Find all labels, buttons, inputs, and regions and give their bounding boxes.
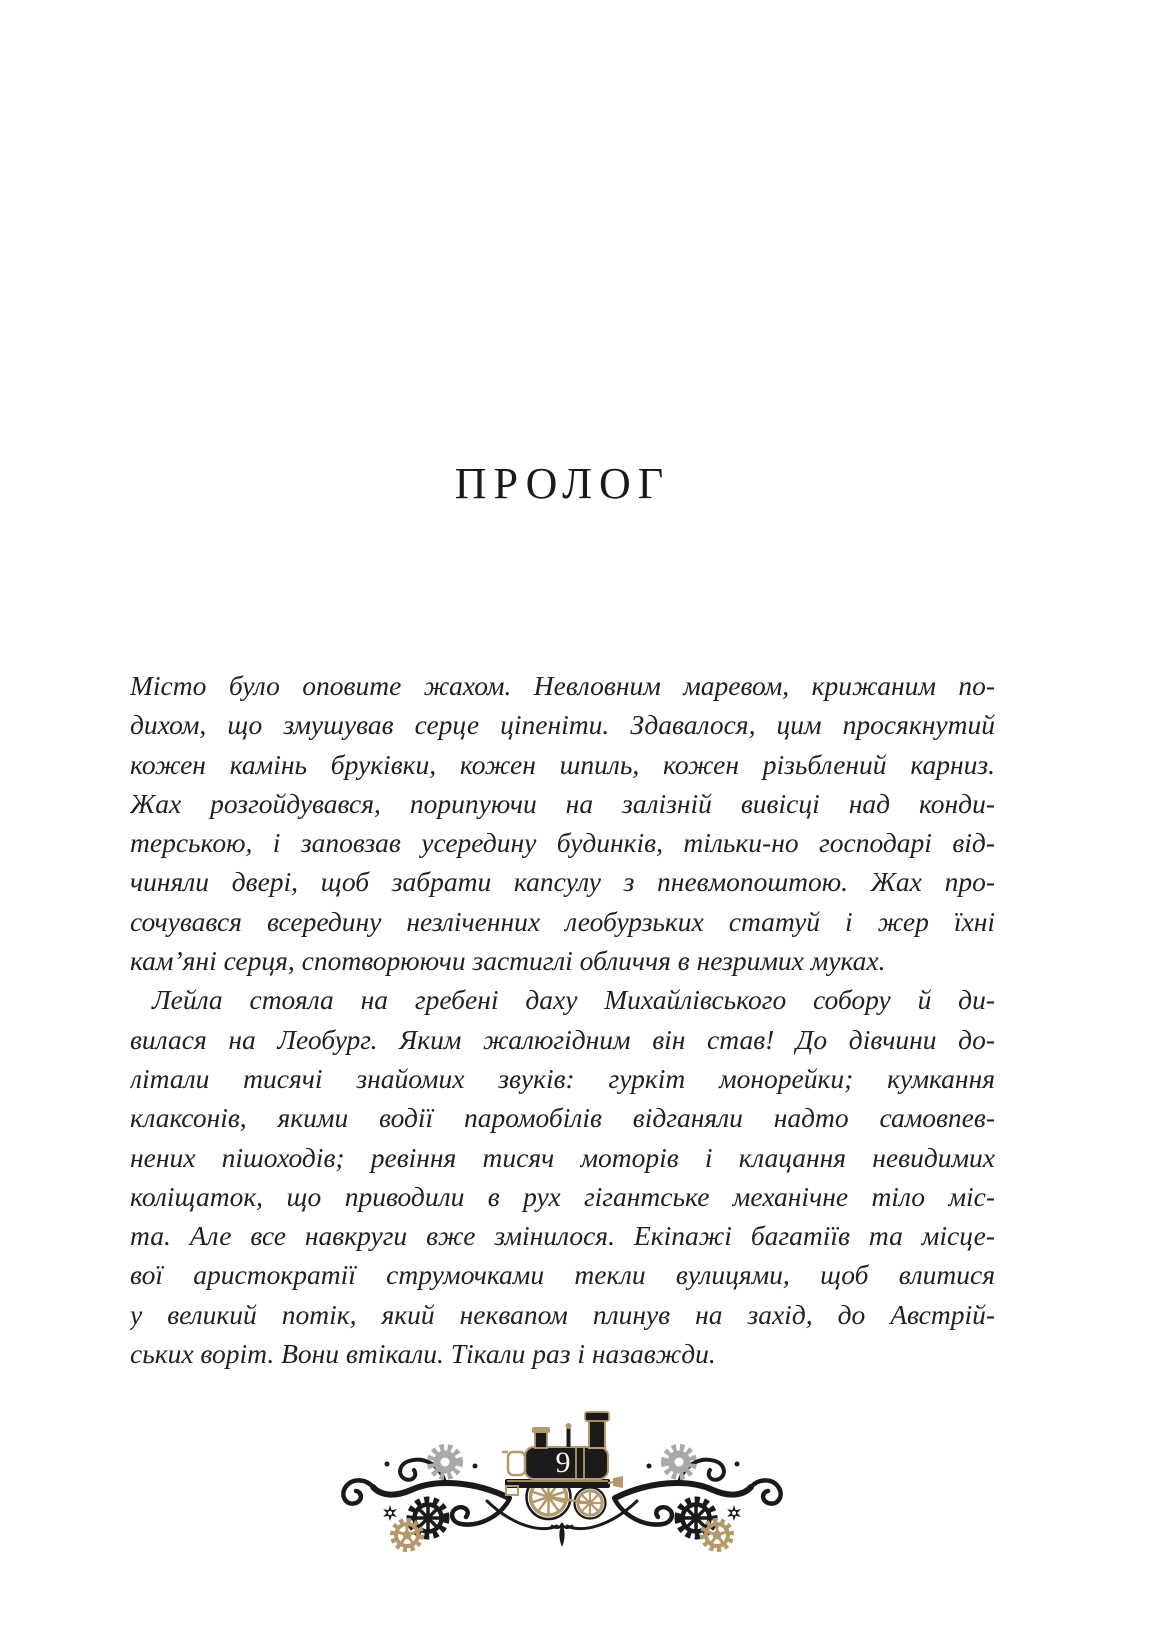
text-line: кожен камінь бруківки, кожен шпиль, кожен різьблений карниз. — [130, 748, 995, 780]
pendant-curl — [552, 1524, 572, 1547]
text-line: Місто було оповите жахом. Невловним маревом, крижаним по- — [130, 670, 995, 701]
text-line: чиняли двері, щоб забрати капсулу з пневмопоштою. Жах про- — [130, 866, 995, 898]
text-line: кам’яні серця, спотворюючи застиглі обличчя в незримих муках. — [130, 945, 886, 977]
text-line: терською, і заповзав усередину будинків, тільки-но господарі від- — [130, 827, 995, 859]
star-icon — [383, 1505, 397, 1521]
text-line: сочувався всередину незліченних леобурзьких статуй і жер їхні — [130, 905, 995, 937]
text-line: коліщаток, що приводили в рух гігантське механічне тіло міс- — [130, 1180, 995, 1212]
text-line: ських воріт. Вони втікали. Тікали раз і назавжди. — [130, 1338, 716, 1370]
footer-ornament-svg — [327, 1400, 797, 1565]
page-number: 9 — [555, 1446, 571, 1479]
text-line: літали тисячі знайомих звуків: гуркіт монорейки; кумкання — [130, 1062, 995, 1094]
star-icon — [727, 1505, 741, 1521]
text-line: клаксонів, якими водії паромобілів відганяли надто самовпев- — [130, 1102, 995, 1134]
paragraph — [130, 980, 995, 1373]
chapter-title: ПРОЛОГ — [454, 459, 671, 509]
paragraph — [130, 666, 995, 980]
footer-ornament — [327, 1400, 797, 1565]
text-line: дихом, що змушував серце ціпеніти. Здавалося, цим просякнутий — [130, 709, 995, 741]
text-line: вилася на Леобург. Яким жалюгідним він став! До дівчини до- — [130, 1023, 995, 1055]
gear-icon — [703, 1521, 731, 1549]
body-text — [130, 666, 995, 1373]
locomotive-icon — [502, 1412, 623, 1519]
text-line: у великий потік, який неквапом плинув на захід, до Австрій- — [130, 1298, 995, 1330]
text-line: та. Але все навкруги вже змінилося. Екіпажі багатіїв та місце- — [130, 1220, 995, 1252]
text-line: вої аристократії струмочками текли вулицями, щоб влитися — [130, 1259, 995, 1291]
text-line: нених пішоходів; ревіння тисяч моторів і клацання невидимих — [130, 1141, 995, 1173]
text-line: Жах розгойдувався, порипуючи на залізній вивісці над конди- — [130, 787, 995, 819]
gear-icon — [431, 1448, 459, 1476]
gear-icon — [393, 1521, 421, 1549]
gear-icon — [665, 1448, 693, 1476]
text-line: Лейла стояла на гребені даху Михайлівського собору й ди- — [152, 984, 995, 1016]
